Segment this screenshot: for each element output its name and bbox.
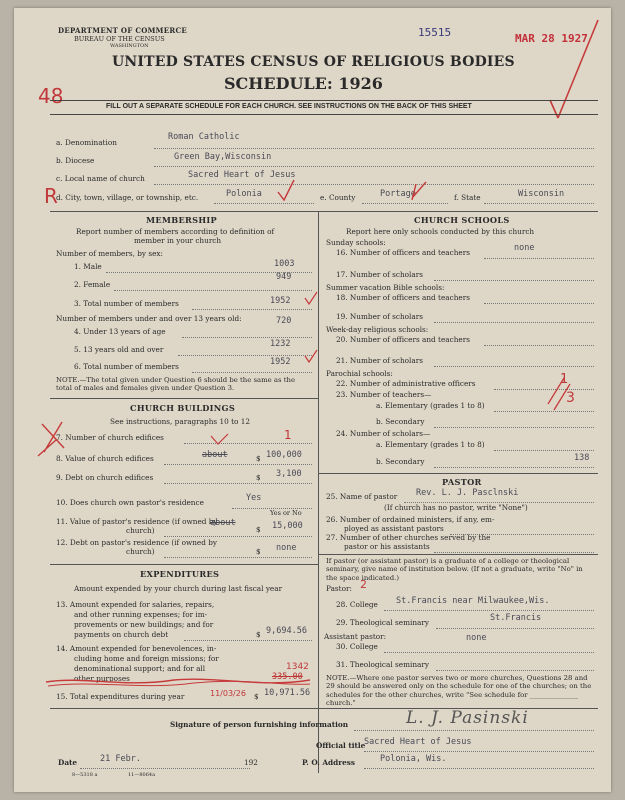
- q14-label-1: 14. Amount expended for benevolences, in-: [56, 644, 217, 653]
- q24-label: 24. Number of scholars—: [336, 429, 431, 438]
- q17-label: 17. Number of scholars: [336, 270, 423, 279]
- pencil-mark-48: 48: [38, 84, 64, 108]
- q25-value: Rev. L. J. Pasclnski: [416, 488, 519, 498]
- membership-title: MEMBERSHIP: [146, 215, 217, 225]
- county-label: e. County: [320, 193, 356, 202]
- pastor-title: PASTOR: [442, 477, 482, 487]
- q23b-label: b. Secondary: [376, 417, 425, 426]
- q22-value: 1: [560, 372, 569, 387]
- church-name-value: Sacred Heart of Jesus: [188, 170, 296, 180]
- q8-value: 100,000: [266, 450, 302, 460]
- church-name-label: c. Local name of church: [56, 174, 145, 183]
- q29-label: 29. Theological seminary: [336, 618, 429, 627]
- q3-value: 1952: [270, 296, 291, 306]
- q8-note: about: [202, 450, 228, 460]
- date-value: 21 Febr.: [100, 754, 141, 764]
- q14-label-4: other purposes: [74, 674, 130, 683]
- q14-value: 335.00: [272, 672, 303, 682]
- state-value: Wisconsin: [518, 189, 565, 199]
- pencil-mark-r: R: [44, 184, 58, 208]
- form-number: 8—5318 a: [72, 772, 98, 778]
- expenditures-title: EXPENDITURES: [140, 569, 220, 579]
- pencil-checkmarks: [276, 176, 436, 206]
- pastor-note: NOTE.—Where one pastor serves two or more churches, Questions 28 and 29 should be answered only on the schedule for one of the churches; on the schedules for the other churches, write "See schedule for ______________ church.": [326, 674, 592, 708]
- membership-intro-1: Report number of members according to definition of: [76, 227, 275, 236]
- q24b-label: b. Secondary: [376, 457, 425, 466]
- q10-label: 10. Does church own pastor's residence: [56, 498, 204, 507]
- q13-label-1: 13. Amount expended for salaries, repairs,: [56, 600, 215, 609]
- q16-label: 16. Number of officers and teachers: [336, 248, 470, 257]
- denomination-value: Roman Catholic: [168, 132, 240, 142]
- q4-label: 4. Under 13 years of age: [74, 327, 166, 336]
- po-address-label: P. O. Address: [302, 758, 355, 767]
- expenditures-intro: Amount expended by your church during last fiscal year: [74, 584, 283, 593]
- diocese-value: Green Bay,Wisconsin: [174, 152, 272, 162]
- q7-value: 1: [284, 428, 292, 442]
- q2-value: 949: [276, 272, 292, 282]
- q31-label: 31. Theological seminary: [336, 660, 429, 669]
- members-by-sex-label: Number of members, by sex:: [56, 249, 163, 258]
- q14-correction: 1342: [286, 662, 309, 672]
- q9-value: 3,100: [276, 469, 302, 479]
- q2-label: 2. Female: [74, 280, 111, 289]
- q11-note: about: [210, 518, 236, 528]
- vbs-label: Summer vacation Bible schools:: [326, 283, 445, 292]
- q15-value: 10,971.56: [264, 688, 311, 698]
- schools-intro: Report here only schools conducted by this church: [346, 227, 535, 236]
- graduate-note: If pastor (or assistant pastor) is a graduate of a college or theological seminary, give name of institution below. (If not a graduate, write "No" in the space indicated.): [326, 557, 583, 582]
- census-schedule-form: [14, 8, 611, 792]
- pencil-tick: [210, 432, 230, 448]
- q26-label-1: 26. Number of ordained ministers, if any, em-: [326, 515, 495, 524]
- bureau-name: BUREAU OF THE CENSUS: [74, 35, 165, 43]
- pencil-scribble-teachers: [544, 374, 574, 414]
- parochial-label: Parochial schools:: [326, 369, 393, 378]
- q18-label: 18. Number of officers and teachers: [336, 293, 470, 302]
- received-stamp: MAR 28 1927: [515, 32, 588, 45]
- dept-name: DEPARTMENT OF COMMERCE: [58, 26, 187, 35]
- q9-dollar: $: [256, 473, 261, 482]
- q27-label-2: pastor or his assistants: [344, 542, 430, 551]
- q23-label: 23. Number of teachers—: [336, 390, 432, 399]
- signature: L. J. Pasinski: [406, 708, 529, 728]
- q1-value: 1003: [274, 259, 295, 269]
- q7-label: 7. Number of church edifices: [56, 433, 164, 442]
- membership-intro-2: member in your church: [134, 236, 222, 245]
- form-title: UNITED STATES CENSUS OF RELIGIOUS BODIES: [112, 54, 515, 70]
- q24a-label: a. Elementary (grades 1 to 8): [376, 440, 485, 449]
- q29-value: St.Francis: [490, 613, 542, 623]
- q30-label: 30. College: [336, 642, 378, 651]
- q22-label: 22. Number of administrative officers: [336, 379, 476, 388]
- q11-label-1: 11. Value of pastor's residence (if owned by: [56, 517, 218, 526]
- q13-value: 9,694.56: [266, 626, 307, 636]
- q11-value: 15,000: [272, 521, 303, 531]
- q30-value: none: [466, 633, 487, 643]
- buildings-intro: See instructions, paragraphs 10 to 12: [110, 417, 251, 426]
- q5-label: 5. 13 years old and over: [74, 345, 164, 354]
- q16-value: none: [514, 243, 535, 253]
- age-heading: Number of members under and over 13 years old:: [56, 314, 242, 323]
- q11-label-2: church): [126, 526, 155, 535]
- city-label: d. City, town, village, or township, etc.: [56, 193, 199, 202]
- q14-label-3: denominational support; and for all: [74, 664, 206, 673]
- q3-label: 3. Total number of members: [74, 299, 179, 308]
- q15-dollar: $: [254, 692, 259, 701]
- q24b-value: 138: [574, 453, 590, 463]
- q13-label-4: payments on church debt: [74, 630, 169, 639]
- county-value: Portage: [380, 189, 416, 199]
- membership-checkmarks: [304, 290, 320, 370]
- yes-no-hint: Yes or No: [270, 509, 302, 517]
- q23a-label: a. Elementary (grades 1 to 8): [376, 401, 485, 410]
- q15-date: 11/03/26: [210, 689, 246, 698]
- state-label: f. State: [454, 193, 481, 202]
- q12-label-2: church): [126, 547, 155, 556]
- q6-label: 6. Total number of members: [74, 362, 179, 371]
- q4-value: 720: [276, 316, 292, 326]
- print-number: 11—8064a: [128, 772, 156, 778]
- sunday-schools-label: Sunday schools:: [326, 238, 386, 247]
- q11-dollar: $: [256, 525, 261, 534]
- q23a-value: 3: [566, 390, 575, 406]
- diocese-label: b. Diocese: [56, 156, 95, 165]
- pencil-slash-mark: [506, 18, 606, 128]
- q21-label: 21. Number of scholars: [336, 356, 423, 365]
- q9-label: 9. Debt on church edifices: [56, 473, 154, 482]
- asst-pastor-subhead: Assistant pastor:: [324, 632, 387, 641]
- weekday-label: Week-day religious schools:: [326, 325, 429, 334]
- buildings-title: CHURCH BUILDINGS: [130, 403, 236, 413]
- q14-label-2: cluding home and foreign missions; for: [74, 654, 219, 663]
- q13-dollar: $: [256, 630, 261, 639]
- pencil-mark-2: 2: [360, 578, 367, 591]
- pastor-subhead: Pastor:: [326, 584, 352, 593]
- q8-dollar: $: [256, 454, 261, 463]
- q12-dollar: $: [256, 547, 261, 556]
- form-instruction: FILL OUT A SEPARATE SCHEDULE FOR EACH CHURCH. SEE INSTRUCTIONS ON THE BACK OF THIS SHEET: [106, 103, 472, 110]
- official-title-label: Official title: [316, 741, 366, 750]
- official-title-value: Sacred Heart of Jesus: [364, 737, 472, 747]
- q28-value: St.Francis near Milwaukee,Wis.: [396, 596, 550, 606]
- city-value: Polonia: [226, 189, 262, 199]
- q10-value: Yes: [246, 493, 262, 503]
- q6-value: 1952: [270, 357, 291, 367]
- q13-label-2: and other running expenses; for im-: [74, 610, 208, 619]
- q28-label: 28. College: [336, 600, 378, 609]
- q5-value: 1232: [270, 339, 291, 349]
- denomination-label: a. Denomination: [56, 138, 117, 147]
- po-address-value: Polonia, Wis.: [380, 754, 447, 764]
- bureau-city: WASHINGTON: [110, 43, 149, 49]
- q8-label: 8. Value of church edifices: [56, 454, 154, 463]
- serial-number: 15515: [418, 26, 452, 39]
- q12-value: none: [276, 543, 297, 553]
- date-label: Date: [58, 758, 78, 767]
- membership-note: NOTE.—The total given under Question 6 should be the same as the total of males and females given under Question 3.: [56, 376, 296, 393]
- q19-label: 19. Number of scholars: [336, 312, 423, 321]
- q15-label: 15. Total expenditures during year: [56, 692, 185, 701]
- q27-label-1: 27. Number of other churches served by the: [326, 533, 491, 542]
- schools-title: CHURCH SCHOOLS: [414, 215, 510, 225]
- q20-label: 20. Number of officers and teachers: [336, 335, 470, 344]
- signature-label: Signature of person furnishing information: [170, 720, 349, 729]
- date-year: 192: [244, 758, 258, 767]
- q25-label: 25. Name of pastor: [326, 492, 398, 501]
- schedule-year: SCHEDULE: 1926: [224, 74, 383, 93]
- q26-label-2: ployed as assistant pastors: [344, 524, 444, 533]
- q25-note: (If church has no pastor, write "None"): [384, 503, 528, 512]
- q1-label: 1. Male: [74, 262, 102, 271]
- q13-label-3: provements or new buildings; and for: [74, 620, 214, 629]
- q12-label-1: 12. Debt on pastor's residence (if owned by: [56, 538, 218, 547]
